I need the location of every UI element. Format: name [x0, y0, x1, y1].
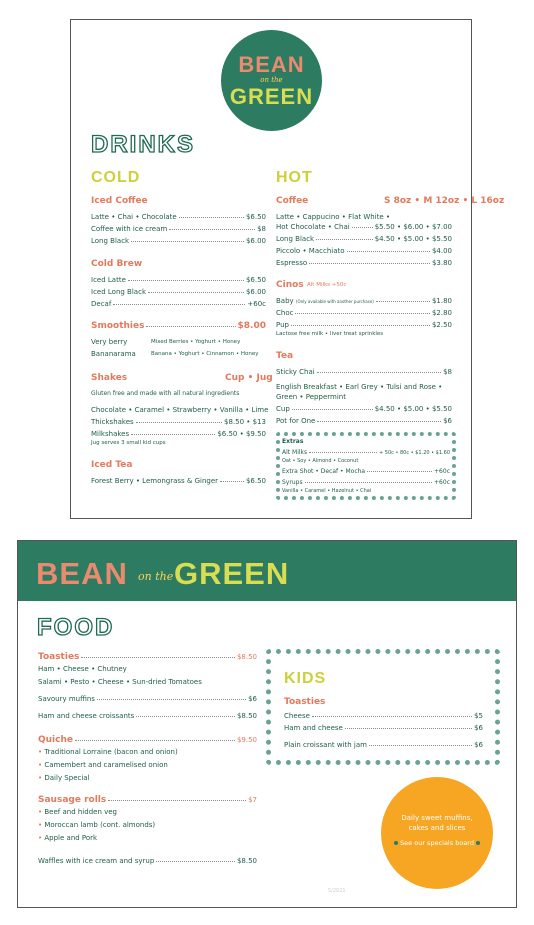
menu-row: Cheese $5 [284, 712, 483, 720]
menu-row: Ham and cheese $6 [284, 724, 483, 732]
kids-title: KIDS [284, 670, 327, 687]
shakes-jug-note: Jug serves 3 small kid cups [91, 440, 166, 446]
extras-title: Extras [282, 438, 304, 445]
list-item: • Traditional Lorraine (bacon and onion) [38, 748, 178, 756]
list-item: • Apple and Pork [38, 834, 98, 842]
menu-row: Milkshakes $6.50 • $9.50 [91, 430, 266, 438]
menu-row: Savoury muffins $6 [38, 695, 257, 703]
header-on-the-text: on the [138, 570, 174, 583]
smoothie-desc: Mixed Berries • Yoghurt • Honey [151, 339, 241, 345]
menu-row: Iced Long Black $6.00 [91, 288, 266, 296]
smoothies-heading: Smoothies $8.00 [91, 321, 266, 331]
tea-blends-line1: English Breakfast • Earl Grey • Tulsi and Rose • [276, 383, 443, 391]
logo-green-text: GREEN [229, 84, 314, 109]
tea-heading: Tea [276, 351, 294, 361]
quiche-heading: Quiche $9.50 [38, 735, 257, 745]
syrups-list: Vanilla • Caramel • Hazelnut • Chai [282, 488, 372, 494]
menu-row: Extra Shot • Decaf • Mocha +60c [282, 468, 450, 475]
shakes-note: Gluten free and made with all natural ingredients [91, 390, 240, 397]
toasties-line2: Salami • Pesto • Cheese • Sun-dried Tomatoes [38, 678, 202, 686]
list-item: • Moroccan lamb (cont. almonds) [38, 821, 156, 829]
menu-row: Cup $4.50 • $5.00 • $5.50 [276, 405, 452, 413]
menu-row: Hot Chocolate • Chai $5.50 • $6.00 • $7.00 [276, 223, 452, 231]
specials-badge [381, 777, 493, 889]
list-item: • Camembert and caramelised onion [38, 761, 168, 769]
toasties-line1: Ham • Cheese • Chutney [38, 665, 127, 673]
drinks-menu-panel [70, 19, 505, 519]
list-item: • Daily Special [38, 774, 90, 782]
menu-row: Pup $2.50 [276, 321, 452, 329]
menu-row: Plain croissant with jam $6 [284, 741, 483, 749]
menu-row: Baby (Only available with another purchase) $1.80 [276, 297, 452, 305]
header-green-text: GREEN [174, 556, 290, 591]
menu-row: Long Black $6.00 [91, 237, 266, 245]
coffee-sizes: S 8oz • M 12oz • L 16oz [384, 196, 505, 206]
menu-row: Ham and cheese croissants $8.50 [38, 712, 257, 720]
menu-row: Sticky Chai $8 [276, 368, 452, 376]
kids-toasties-heading: Toasties [284, 697, 326, 707]
hot-title: HOT [276, 169, 313, 186]
alt-milks-list: Oat • Soy • Almond • Coconut [282, 458, 359, 464]
coffee-heading: Coffee [276, 196, 309, 206]
smoothie-desc: Banana • Yoghurt • Cinnamon • Honey [151, 351, 259, 357]
list-item: • Beef and hidden veg [38, 808, 118, 816]
menu-row: Espresso $3.80 [276, 259, 452, 267]
logo-on-the-text: on the [260, 76, 283, 84]
menu-row: Coffee with ice cream $8 [91, 225, 266, 233]
cinos-alt-milks: Alt Milks +50c [307, 282, 347, 288]
menu-row: Iced Latte $6.50 [91, 276, 266, 284]
smoothie-name: Bananarama [91, 350, 136, 358]
iced-coffee-heading: Iced Coffee [91, 196, 148, 206]
sausage-rolls-heading: Sausage rolls $7 [38, 795, 257, 805]
menu-row: Pot for One $6 [276, 417, 452, 425]
specials-board-note: See our specials board [381, 839, 493, 847]
menu-row: Thickshakes $8.50 • $13 [91, 418, 266, 426]
header-bean-text: BEAN [36, 556, 128, 591]
shakes-flavours: Chocolate • Caramel • Strawberry • Vanilla • Lime [91, 406, 269, 414]
cinos-heading: Cinos [276, 280, 304, 290]
logo-bean-text: BEAN [238, 52, 305, 77]
specials-text: Daily sweet muffins, cakes and slices [401, 814, 473, 832]
footer-date: 5/2021 [328, 888, 346, 894]
logo-badge [221, 30, 322, 131]
shakes-heading: Shakes [91, 373, 128, 383]
menu-row: Alt Milks + 50c • 80c • $1.20 • $1.60 [282, 449, 450, 456]
toasties-heading: Toasties $8.50 [38, 652, 257, 662]
food-header-banner [18, 541, 516, 601]
coffee-types: Latte • Cappucino • Flat White • [276, 213, 391, 221]
menu-row: Waffles with ice cream and syrup $8.50 [38, 857, 257, 865]
iced-tea-heading: Iced Tea [91, 460, 133, 470]
tea-blends-line2: Green • Peppermint [276, 393, 346, 401]
menu-row: Long Black $4.50 • $5.00 • $5.50 [276, 235, 452, 243]
shakes-sizes: Cup • Jug [225, 373, 273, 383]
cold-title: COLD [91, 169, 141, 186]
menu-row: Decaf +60c [91, 300, 266, 308]
food-menu-panel [17, 540, 517, 908]
food-title: FOOD [37, 614, 115, 641]
menu-row: Forest Berry • Lemongrass & Ginger $6.50 [91, 477, 266, 485]
menu-row: Piccolo • Macchiato $4.00 [276, 247, 452, 255]
pup-note: Lactose free milk • liver treat sprinkles [276, 331, 384, 337]
menu-row: Choc $2.80 [276, 309, 452, 317]
smoothie-name: Very berry [91, 338, 128, 346]
menu-row: Syrups +60c [282, 479, 450, 486]
drinks-title: DRINKS [91, 131, 196, 158]
menu-row: Latte • Chai • Chocolate $6.50 [91, 213, 266, 221]
cold-brew-heading: Cold Brew [91, 259, 143, 269]
